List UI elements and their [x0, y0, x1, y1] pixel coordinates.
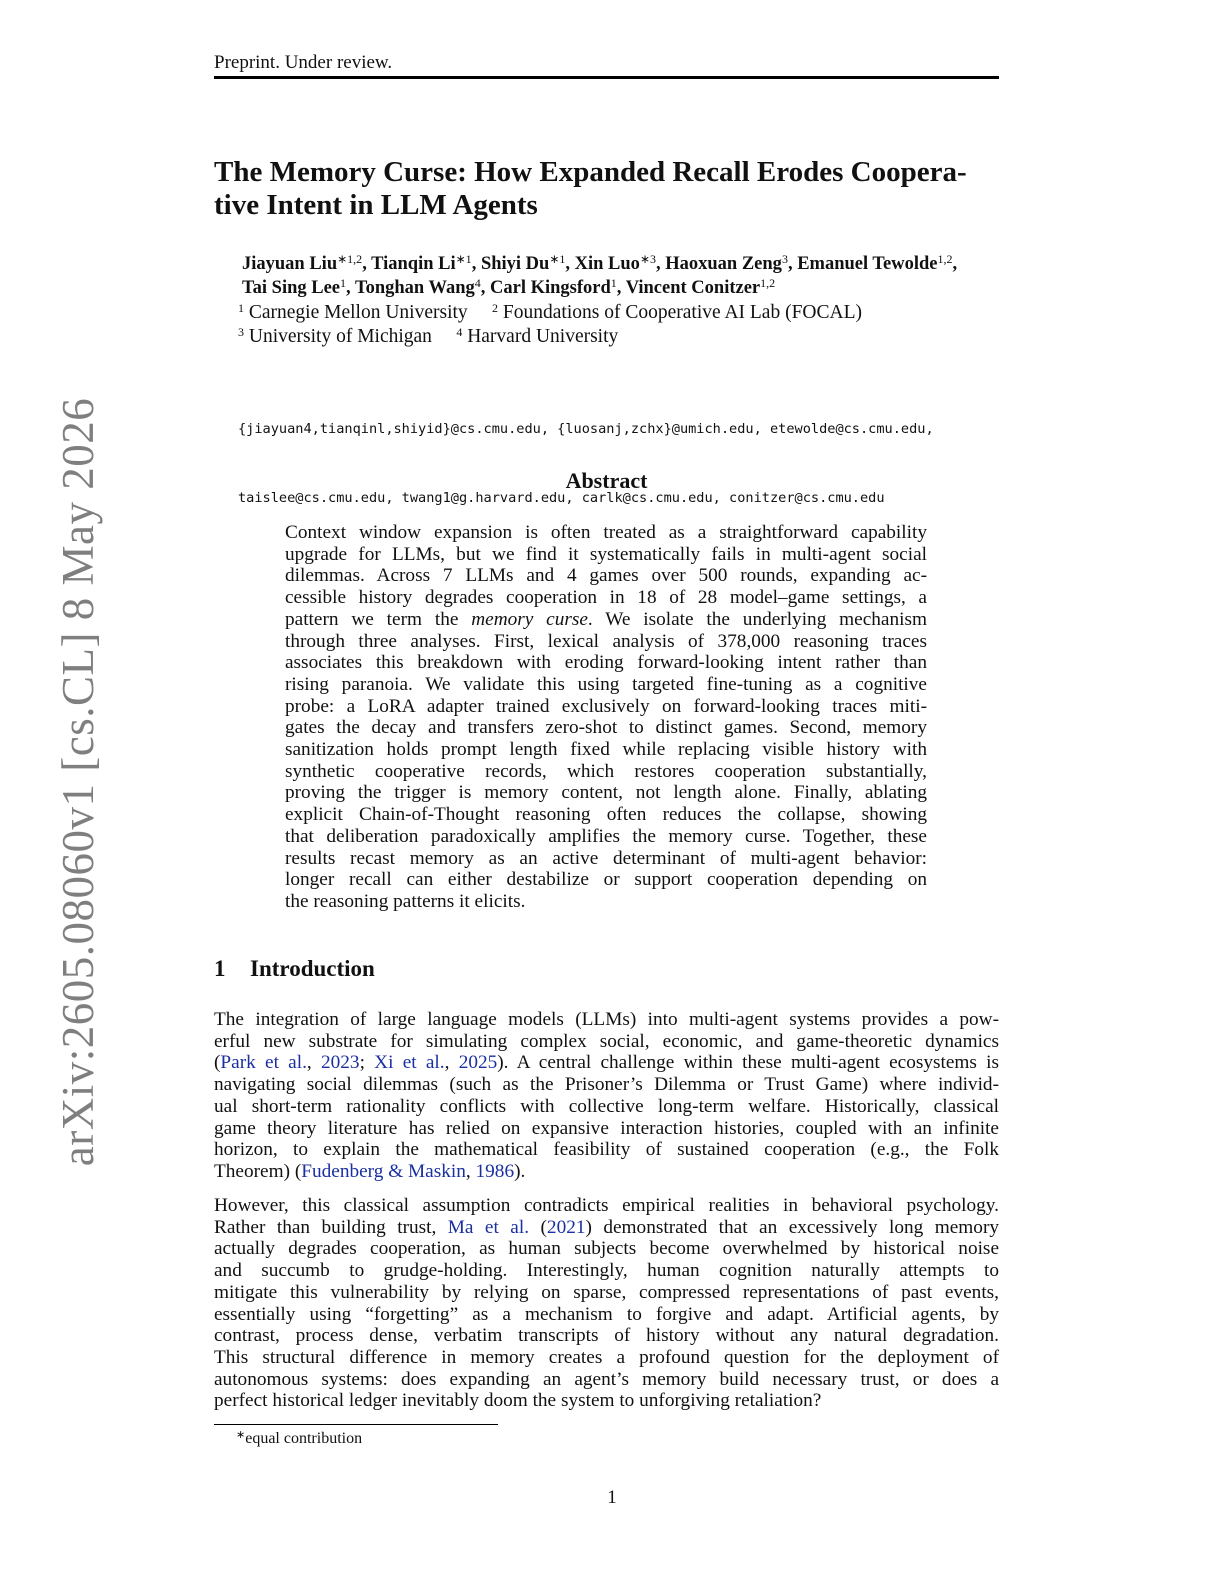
citation-link[interactable]: 1986 — [475, 1160, 515, 1182]
author-emails — [238, 372, 934, 533]
abstract-line: dilemmas. Across 7 LLMs and 4 games over 500 rounds, expanding ac- — [285, 565, 927, 587]
citation-link[interactable]: 2021 — [546, 1216, 586, 1238]
section-title: Introduction — [250, 956, 375, 981]
author-affiliation-mark: ∗1 — [455, 252, 472, 266]
author-name: Jiayuan Liu — [242, 254, 338, 274]
email-line: {jiayuan4,tianqinl,shiyid}@cs.cmu.edu, {luosanj,zchx}@umich.edu, etewolde@cs.cmu.edu, — [238, 421, 934, 437]
author-name: Tonghan Wang — [354, 278, 475, 298]
author-name: Carl Kingsford — [490, 278, 611, 298]
footnote-rule — [214, 1424, 498, 1425]
author-list — [242, 252, 1072, 300]
paragraph-line: and succumb to grudge-holding. Interestingly, human cognition naturally attempts to — [214, 1260, 999, 1282]
paragraph-line: contrast, process dense, verbatim transcripts of history without any natural degradation. — [214, 1325, 999, 1347]
abstract-line: pattern we term the memory curse. We isolate the underlying mechanism — [285, 608, 927, 630]
title-line: tive Intent in LLM Agents — [214, 189, 538, 221]
header-rule — [214, 76, 999, 79]
abstract-line: sanitization holds prompt length fixed while replacing visible history with — [285, 739, 927, 761]
citation-link[interactable]: Park et al. — [220, 1052, 307, 1074]
running-head: Preprint. Under review. — [214, 52, 393, 73]
affiliation-name: Harvard University — [467, 326, 619, 347]
abstract-line: cessible history degrades cooperation in 18 of 28 model–game settings, a — [285, 587, 927, 609]
affiliation-name: Foundations of Cooperative AI Lab (FOCAL) — [502, 302, 862, 323]
paragraph-line: Theorem) (Fudenberg & Maskin, 1986). — [214, 1160, 526, 1182]
author-name: Tai Sing Lee — [242, 278, 341, 298]
paragraph-line: perfect historical ledger inevitably doom the system to unforgiving retaliation? — [214, 1390, 822, 1412]
intro-paragraph-1 — [214, 1009, 999, 1183]
author-affiliation-mark: 1,2 — [760, 276, 776, 290]
author-line: Jiayuan Liu$^{∗1,2}$, Tianqin $Li^{∗1}$, Shiyi $Du^{∗1}$, Xin Luo$^{∗3}$, Haoxuan Zeng$^3$, Emanuel Tewolde$^{1,2}$, — [242, 252, 958, 274]
author-line: Tai Sing Lee$^1$, Tonghan Wang$^4$, Carl Kingsford$^1$, Vincent Conitzer$^{1,2}$ — [242, 276, 776, 298]
author-name: Shiyi Du — [480, 254, 550, 274]
abstract-line: Context window expansion is often treated as a straightforward capability — [285, 522, 927, 543]
abstract-line: longer recall can either destabilize or support cooperation depending on — [285, 869, 927, 891]
abstract-line: the reasoning patterns it elicits. — [285, 890, 526, 912]
author-affiliation-mark: 1,2 — [937, 252, 953, 266]
paragraph-line: ual short-term rationality conflicts with collective long-term welfare. Historically, classical — [214, 1095, 999, 1117]
abstract-line: associates this breakdown with eroding forward-looking intent rather than — [285, 652, 927, 674]
paragraph-line: autonomous systems: does expanding an agent’s memory build necessary trust, or does a — [214, 1368, 999, 1390]
author-name: Haoxuan Zeng — [665, 254, 782, 274]
abstract-line: explicit Chain-of-Thought reasoning often reduces the collapse, showing — [285, 804, 927, 826]
citation-link[interactable]: 2023 — [321, 1052, 360, 1074]
paragraph-line: erful new substrate for simulating complex social, economic, and game-theoretic dynamics — [214, 1030, 999, 1052]
abstract-line: synthetic cooperative records, which restores cooperation substantially, — [285, 760, 927, 782]
author-affiliation-mark: 3 — [781, 252, 788, 266]
paragraph-line: essentially using “forgetting” as a mechanism to forgive and adapt. Artificial agents, by — [214, 1303, 999, 1325]
title-line: The Memory Curse: How Expanded Recall Erodes Coopera- — [214, 156, 967, 188]
affiliation-name: Carnegie Mellon University — [248, 302, 468, 323]
citation-link[interactable]: Ma et al. — [447, 1216, 530, 1238]
section-heading — [214, 956, 375, 982]
abstract-line: rising paranoia. We validate this using targeted fine-tuning as a cognitive — [285, 673, 927, 695]
abstract-body — [285, 522, 927, 913]
affiliation-line: $^3$ University of Michigan $^4$ Harvard University — [238, 325, 619, 347]
affiliation-line: $^1$ Carnegie Mellon University $^2$ Foundations of Cooperative AI Lab (FOCAL) — [238, 301, 862, 323]
author-affiliation-mark: ∗1,2 — [337, 252, 363, 266]
author-affiliation-mark: ∗1 — [549, 252, 566, 266]
affiliation-name: University of Michigan — [248, 326, 432, 347]
citation-link[interactable]: Fudenberg & Maskin — [301, 1160, 466, 1182]
abstract-line: proving the trigger is memory content, not length alone. Finally, ablating — [285, 782, 927, 804]
footnote-text: equal contribution — [245, 1430, 363, 1447]
author-affiliation-mark: 4 — [474, 276, 481, 290]
paragraph-line: game theory literature has relied on expansive interaction histories, coupled with an infinite — [214, 1117, 999, 1139]
author-name: Emanuel Tewolde — [797, 254, 938, 274]
abstract-line: probe: a LoRA adapter trained exclusively on forward-looking traces miti- — [285, 695, 927, 717]
author-affiliation-mark: 1 — [610, 276, 617, 290]
paragraph-line: This structural difference in memory creates a profound question for the deployment of — [214, 1346, 999, 1368]
abstract-heading: Abstract — [565, 468, 648, 493]
author-name: Tianqin Li — [371, 254, 456, 274]
author-name: Xin Luo — [574, 254, 640, 274]
paper-title — [214, 156, 1014, 222]
author-affiliation-mark: ∗3 — [639, 252, 656, 266]
paragraph-line: Rather than building trust, Ma et al. (2021) demonstrated that an excessively long memory — [214, 1216, 1000, 1238]
paragraph-line: The integration of large language models (LLMs) into multi-agent systems provides a pow- — [214, 1009, 999, 1030]
paragraph-line: mitigate this vulnerability by relying on sparse, compressed representations of past events, — [214, 1281, 999, 1303]
paragraph-line: (Park et al., 2023; Xi et al., 2025). A central challenge within these multi-agent ecosystems is — [214, 1052, 1000, 1074]
paragraph-line: actually degrades cooperation, as human subjects become overwhelmed by historical noise — [214, 1238, 999, 1260]
paragraph-line: navigating social dilemmas (such as the Prisoner’s Dilemma or Trust Game) where individ- — [214, 1074, 999, 1096]
abstract-line: upgrade for LLMs, but we find it systematically fails in multi-agent social — [285, 543, 927, 565]
abstract-line: results recast memory as an active determinant of multi-agent behavior: — [285, 847, 927, 869]
footnote: ∗equal contribution — [236, 1429, 363, 1447]
abstract-line: gates the decay and transfers zero-shot to distinct games. Second, memory — [285, 717, 927, 739]
section-number: 1 — [214, 956, 226, 981]
email-line: taislee@cs.cmu.edu, twang1@g.harvard.edu, carlk@cs.cmu.edu, conitzer@cs.cmu.edu — [238, 490, 885, 506]
citation-link[interactable]: Xi et al. — [374, 1052, 445, 1074]
author-affiliation-mark: 1 — [340, 276, 347, 290]
paragraph-line: horizon, to explain the mathematical feasibility of sustained cooperation (e.g., the Folk — [214, 1139, 999, 1161]
author-name: Vincent Conitzer — [625, 278, 761, 298]
page-number: 1 — [607, 1487, 617, 1508]
arxiv-identifier-stamp: arXiv:2605.08060v1 [cs.CL] 8 May 2026 — [53, 397, 103, 1167]
intro-paragraph-2 — [214, 1195, 999, 1412]
abstract-line: through three analyses. First, lexical analysis of 378,000 reasoning traces — [285, 630, 927, 652]
emphasized-term: memory curse — [471, 608, 588, 630]
abstract-line: that deliberation paradoxically amplifies the memory curse. Together, these — [285, 825, 927, 847]
citation-link[interactable]: 2025 — [458, 1052, 498, 1074]
paragraph-line: However, this classical assumption contradicts empirical realities in behavioral psychology. — [214, 1195, 999, 1216]
